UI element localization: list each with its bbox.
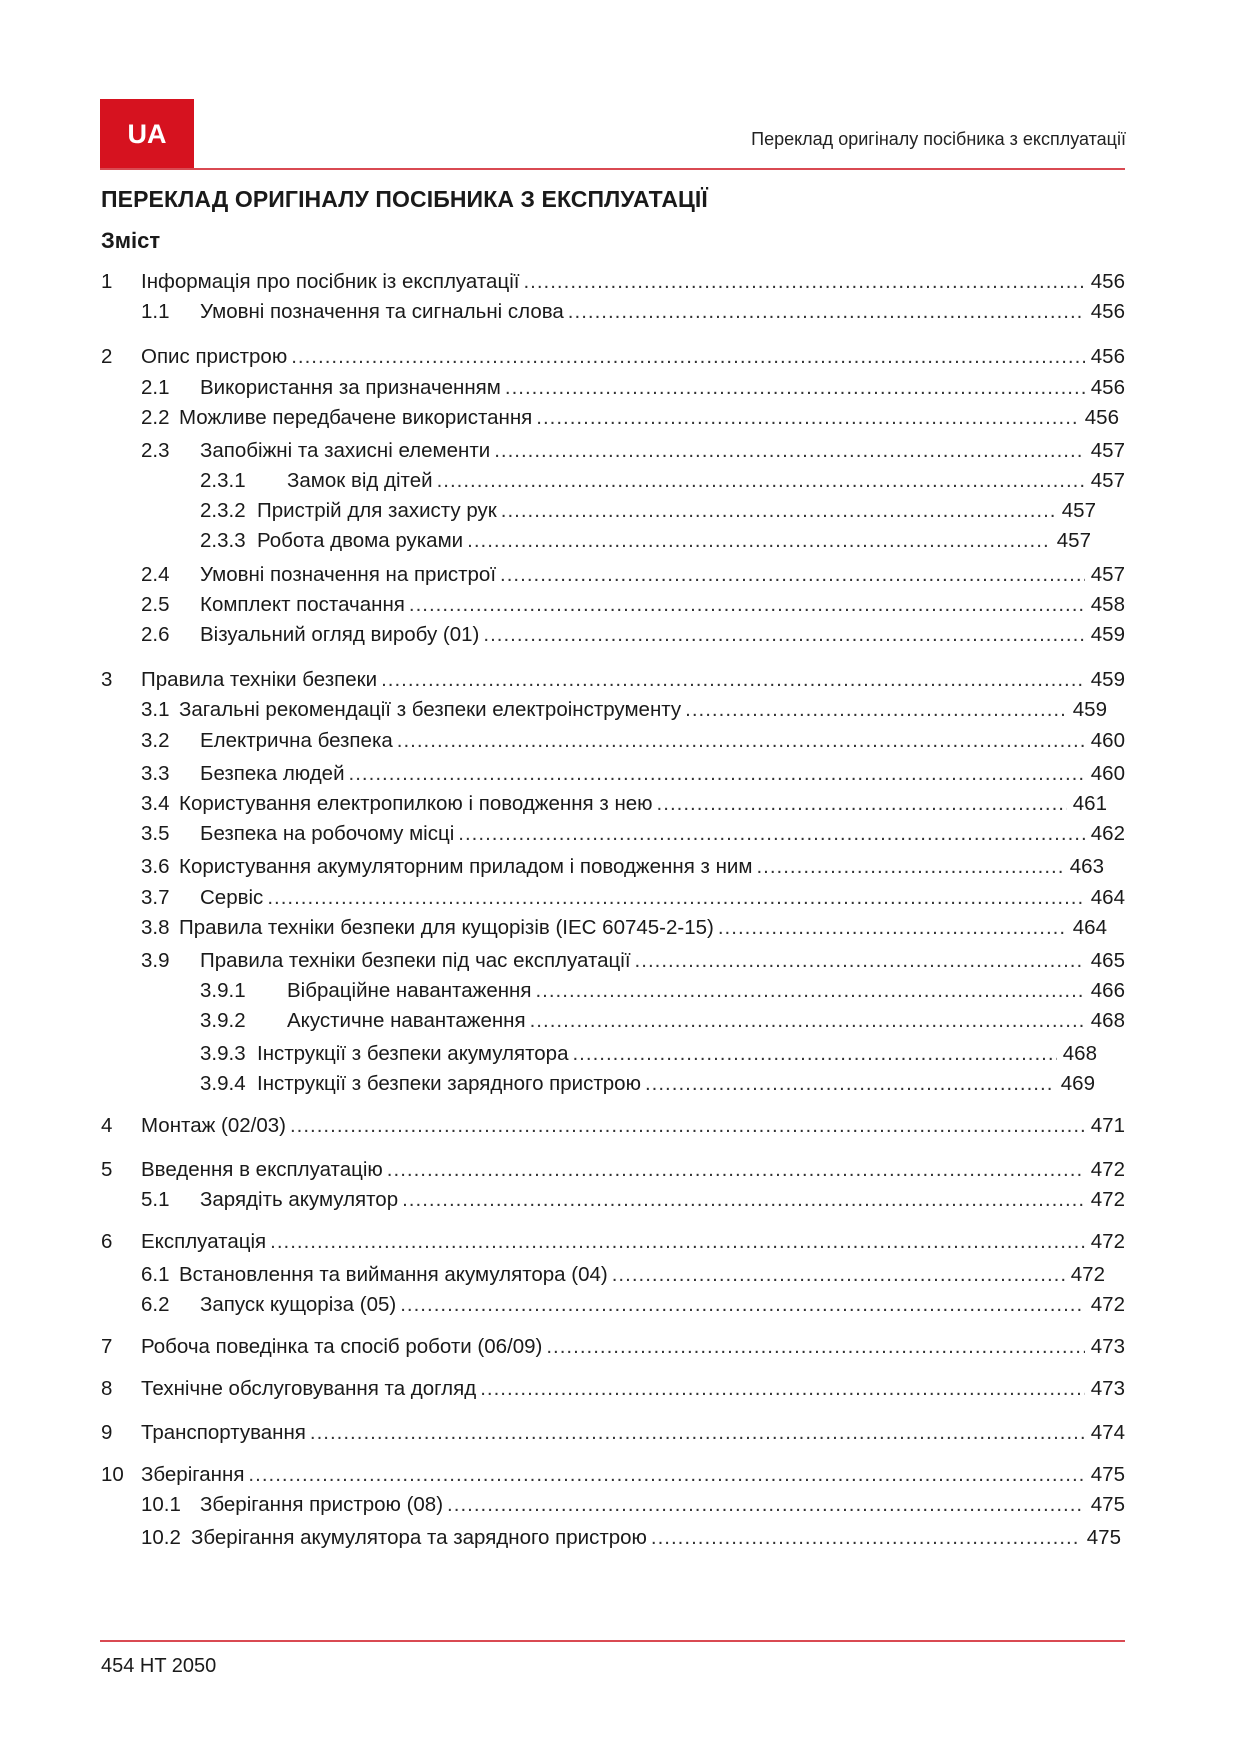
toc-leader-dots [400, 1291, 1085, 1319]
toc-entry-page: 472 [1090, 1230, 1125, 1253]
toc-entry-title: Введення в експлуатацію [141, 1158, 383, 1181]
toc-entry-title: Використання за призначенням [200, 376, 501, 399]
toc-leader-dots [505, 374, 1085, 402]
toc-entry-title: Запуск кущоріза (05) [200, 1293, 397, 1316]
toc-entry-title: Інструкції з безпеки акумулятора [257, 1042, 569, 1065]
toc-entry-title: Встановлення та виймання акумулятора (04) [179, 1263, 608, 1286]
toc-entry-page: 471 [1090, 1114, 1125, 1137]
toc-entry-number: 3.7 [141, 886, 170, 909]
toc-leader-dots [290, 1112, 1085, 1140]
toc-entry-number: 7 [101, 1335, 113, 1358]
toc-leader-dots [467, 527, 1051, 555]
toc-leader-dots [480, 1375, 1085, 1403]
toc-leader-dots [756, 853, 1063, 881]
toc-leader-dots [572, 1040, 1056, 1068]
toc-entry[interactable] [141, 884, 1125, 912]
toc-entry-number: 1 [101, 270, 113, 293]
toc-leader-dots [310, 1419, 1085, 1447]
toc-entry-number: 3.6 [141, 855, 170, 878]
toc-entry-title: Користування електропилкою і поводження з нею [179, 792, 653, 815]
toc-entry-number: 3.8 [141, 916, 170, 939]
toc-leader-dots [270, 1228, 1085, 1256]
toc-entry-page: 460 [1090, 762, 1125, 785]
toc-entry-title: Замок від дітей [287, 469, 433, 492]
toc-leader-dots [483, 621, 1084, 649]
toc-entry[interactable] [141, 591, 1125, 619]
toc-entry-page: 462 [1090, 822, 1125, 845]
toc-entry-number: 3.3 [141, 762, 170, 785]
toc-entry-page: 456 [1090, 345, 1125, 368]
toc-entry[interactable] [101, 1112, 1125, 1140]
footer-page-label: 454 HT 2050 [101, 1655, 217, 1677]
toc-entry-title: Електрична безпека [200, 729, 393, 752]
toc-entry-number: 5 [101, 1158, 113, 1181]
toc-entry-number: 3.2 [141, 729, 170, 752]
toc-entry-title: Експлуатація [141, 1230, 267, 1253]
toc-leader-dots [546, 1333, 1084, 1361]
toc-entry-number: 3.9.1 [200, 979, 246, 1002]
toc-entry-page: 465 [1090, 949, 1125, 972]
toc-entry-number: 3.1 [141, 698, 170, 721]
toc-entry-number: 10 [101, 1463, 124, 1486]
toc-entry-number: 6 [101, 1230, 113, 1253]
toc-entry-title: Зберігання пристрою (08) [200, 1493, 444, 1516]
toc-entry-number: 3.9.3 [200, 1042, 246, 1065]
toc-entry[interactable] [141, 404, 1119, 432]
toc-entry-title: Зберігання акумулятора та зарядного пристрою [191, 1526, 647, 1549]
toc-entry-number: 2.3.2 [200, 499, 246, 522]
toc-entry-title: Зберігання [141, 1463, 245, 1486]
toc-entry[interactable] [141, 298, 1125, 326]
toc-entry-number: 2.4 [141, 563, 170, 586]
toc-heading: Зміст [101, 228, 161, 253]
toc-entry-number: 3.9 [141, 949, 170, 972]
toc-entry[interactable] [101, 1375, 1125, 1403]
toc-entry-title: Комплект постачання [200, 593, 405, 616]
toc-entry-number: 1.1 [141, 300, 170, 323]
toc-entry-title: Опис пристрою [141, 345, 288, 368]
toc-entry-page: 475 [1086, 1526, 1121, 1549]
toc-leader-dots [349, 760, 1085, 788]
toc-entry[interactable] [141, 1261, 1105, 1289]
toc-leader-dots [523, 268, 1084, 296]
toc-entry[interactable] [141, 561, 1125, 589]
toc-entry-title: Робота двома руками [257, 529, 464, 552]
toc-entry-title: Безпека на робочому місці [200, 822, 455, 845]
toc-entry-page: 457 [1090, 563, 1125, 586]
toc-entry-title: Технічне обслуговування та догляд [141, 1377, 477, 1400]
toc-entry-number: 2.3 [141, 439, 170, 462]
toc-leader-dots [437, 467, 1085, 495]
toc-leader-dots [397, 727, 1085, 755]
toc-entry-title: Безпека людей [200, 762, 345, 785]
toc-entry-page: 468 [1090, 1009, 1125, 1032]
toc-entry-number: 2.6 [141, 623, 170, 646]
toc-leader-dots [248, 1461, 1084, 1489]
toc-entry-title: Інструкції з безпеки зарядного пристрою [257, 1072, 641, 1095]
toc-entry-title: Транспортування [141, 1421, 306, 1444]
toc-leader-dots [447, 1491, 1085, 1519]
toc-leader-dots [501, 497, 1056, 525]
toc-entry[interactable] [101, 1228, 1125, 1256]
toc-entry-title: Пристрій для захисту рук [257, 499, 497, 522]
toc-entry-page: 466 [1090, 979, 1125, 1002]
toc-leader-dots [402, 1186, 1085, 1214]
toc-entry-title: Умовні позначення та сигнальні слова [200, 300, 564, 323]
toc-entry-number: 6.1 [141, 1263, 170, 1286]
toc-entry-number: 8 [101, 1377, 113, 1400]
toc-entry-title: Правила техніки безпеки для кущорізів (IEC 60745-2-15) [179, 916, 714, 939]
toc-entry[interactable] [141, 820, 1125, 848]
toc-entry-page: 475 [1090, 1463, 1125, 1486]
toc-entry[interactable] [200, 497, 1096, 525]
toc-entry[interactable] [101, 343, 1125, 371]
toc-entry[interactable] [200, 1007, 1125, 1035]
toc-entry-number: 3 [101, 668, 113, 691]
toc-leader-dots [291, 343, 1085, 371]
toc-entry[interactable] [101, 268, 1125, 296]
toc-entry-number: 3.9.2 [200, 1009, 246, 1032]
toc-entry-page: 473 [1090, 1377, 1125, 1400]
toc-entry[interactable] [200, 977, 1125, 1005]
toc-entry-number: 2.1 [141, 376, 170, 399]
toc-entry-page: 459 [1090, 668, 1125, 691]
toc-entry[interactable] [200, 1070, 1095, 1098]
toc-entry[interactable] [141, 1186, 1125, 1214]
toc-entry-title: Загальні рекомендації з безпеки електроінструменту [179, 698, 682, 721]
toc-entry-page: 472 [1090, 1188, 1125, 1211]
toc-entry-title: Запобіжні та захисні елементи [200, 439, 491, 462]
toc-entry-page: 472 [1070, 1263, 1105, 1286]
toc-leader-dots [635, 947, 1085, 975]
toc-entry-page: 475 [1090, 1493, 1125, 1516]
document-title: ПЕРЕКЛАД ОРИГІНАЛУ ПОСІБНИКА З ЕКСПЛУАТАЦІЇ [101, 186, 708, 212]
footer-divider [100, 1640, 1125, 1642]
toc-entry-number: 9 [101, 1421, 113, 1444]
running-header-title: Переклад оригіналу посібника з експлуатації [751, 129, 1126, 149]
toc-entry-title: Умовні позначення на пристрої [200, 563, 497, 586]
toc-entry-page: 472 [1090, 1293, 1125, 1316]
toc-entry[interactable] [141, 621, 1125, 649]
toc-entry-title: Інформація про посібник із експлуатації [141, 270, 520, 293]
toc-leader-dots [387, 1156, 1085, 1184]
toc-entry-number: 2.5 [141, 593, 170, 616]
toc-leader-dots [645, 1070, 1055, 1098]
toc-leader-dots [657, 790, 1067, 818]
toc-entry-number: 6.2 [141, 1293, 170, 1316]
toc-entry-title: Вібраційне навантаження [287, 979, 532, 1002]
toc-entry-number: 2.3.1 [200, 469, 246, 492]
toc-entry-page: 463 [1069, 855, 1104, 878]
toc-entry[interactable] [101, 1461, 1125, 1489]
toc-entry-page: 456 [1090, 376, 1125, 399]
toc-entry-title: Акустичне навантаження [287, 1009, 526, 1032]
toc-entry[interactable] [200, 527, 1091, 555]
toc-entry-page: 473 [1090, 1335, 1125, 1358]
toc-entry-page: 464 [1090, 886, 1125, 909]
toc-entry-page: 459 [1072, 698, 1107, 721]
toc-entry-page: 456 [1090, 270, 1125, 293]
toc-leader-dots [530, 1007, 1085, 1035]
toc-entry[interactable] [141, 1491, 1125, 1519]
toc-entry-page: 469 [1060, 1072, 1095, 1095]
toc-entry[interactable] [141, 696, 1107, 724]
toc-entry-title: Сервіс [200, 886, 264, 909]
toc-entry-page: 464 [1072, 916, 1107, 939]
toc-entry[interactable] [200, 467, 1125, 495]
toc-entry-title: Правила техніки безпеки [141, 668, 378, 691]
toc-leader-dots [568, 298, 1085, 326]
toc-leader-dots [494, 437, 1085, 465]
toc-entry-page: 457 [1061, 499, 1096, 522]
toc-entry[interactable] [101, 1333, 1125, 1361]
toc-entry[interactable] [141, 760, 1125, 788]
toc-entry[interactable] [141, 914, 1107, 942]
toc-entry-title: Правила техніки безпеки під час експлуатації [200, 949, 631, 972]
toc-entry-page: 459 [1090, 623, 1125, 646]
toc-entry-number: 2.2 [141, 406, 170, 429]
toc-entry-number: 3.5 [141, 822, 170, 845]
toc-entry-number: 3.4 [141, 792, 170, 815]
toc-leader-dots [500, 561, 1085, 589]
toc-leader-dots [651, 1524, 1081, 1552]
toc-leader-dots [381, 666, 1085, 694]
toc-entry-page: 456 [1084, 406, 1119, 429]
toc-leader-dots [718, 914, 1067, 942]
toc-entry-number: 3.9.4 [200, 1072, 246, 1095]
toc-leader-dots [267, 884, 1084, 912]
toc-entry-page: 472 [1090, 1158, 1125, 1181]
toc-entry-page: 457 [1090, 439, 1125, 462]
toc-leader-dots [409, 591, 1085, 619]
toc-entry-page: 468 [1062, 1042, 1097, 1065]
toc-entry-title: Робоча поведінка та спосіб роботи (06/09) [141, 1335, 543, 1358]
toc-leader-dots [612, 1261, 1065, 1289]
toc-leader-dots [458, 820, 1085, 848]
toc-entry[interactable] [141, 947, 1125, 975]
toc-entry-number: 4 [101, 1114, 113, 1137]
toc-entry[interactable] [141, 853, 1104, 881]
toc-leader-dots [685, 696, 1067, 724]
toc-entry[interactable] [141, 1291, 1125, 1319]
toc-entry[interactable] [141, 437, 1125, 465]
toc-entry-title: Візуальний огляд виробу (01) [200, 623, 480, 646]
toc-entry-page: 461 [1072, 792, 1107, 815]
toc-entry[interactable] [141, 727, 1125, 755]
toc-entry-number: 5.1 [141, 1188, 170, 1211]
toc-entry-page: 456 [1090, 300, 1125, 323]
toc-entry-page: 458 [1090, 593, 1125, 616]
toc-leader-dots [536, 404, 1079, 432]
toc-entry-page: 457 [1090, 469, 1125, 492]
toc-entry[interactable] [101, 1156, 1125, 1184]
toc-entry-number: 10.1 [141, 1493, 181, 1516]
language-badge: UA [100, 99, 194, 169]
toc-entry-number: 2 [101, 345, 113, 368]
toc-entry-page: 457 [1056, 529, 1091, 552]
toc-entry-title: Монтаж (02/03) [141, 1114, 286, 1137]
toc-entry[interactable] [200, 1040, 1097, 1068]
toc-entry-number: 2.3.3 [200, 529, 246, 552]
toc-entry[interactable] [101, 666, 1125, 694]
toc-entry-title: Зарядіть акумулятор [200, 1188, 399, 1211]
toc-entry[interactable] [101, 1419, 1125, 1447]
toc-entry-number: 10.2 [141, 1526, 181, 1549]
toc-entry[interactable] [141, 374, 1125, 402]
toc-entry-page: 460 [1090, 729, 1125, 752]
toc-entry[interactable] [141, 790, 1107, 818]
toc-entry-page: 474 [1090, 1421, 1125, 1444]
toc-entry-title: Користування акумуляторним приладом і поводження з ним [179, 855, 753, 878]
toc-leader-dots [535, 977, 1084, 1005]
toc-entry-title: Можливе передбачене використання [179, 406, 533, 429]
toc-entry[interactable] [141, 1524, 1121, 1552]
